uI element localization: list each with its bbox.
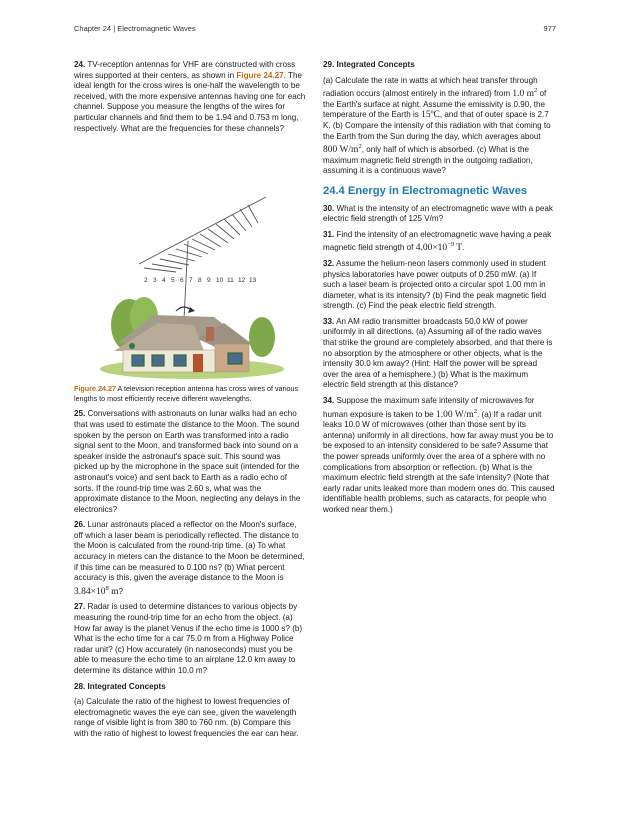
problem-29: (a) Calculate the rate in watts at which heat transfer through radiation occurs (almost entirely in the infrared) from 1.0 $m^2$ of the Earth's surface at night. Assume the emissivity is 0.90, the temperature of the Earth is 15ºC, and that of outer space is 2.7 K. (b) Compare the intensity of this radiation with that coming to the Earth from the Sun during the day, which averages about 800 $W/m^2$, only half of which is absorbed. (c) What is the maximum magnetic field strength in the outgoing radiation, assuming it is a continuous wave? — [323, 75, 551, 176]
front-door — [193, 354, 203, 372]
problem-28: (a) Calculate the ratio of the highest to lowest frequencies of electromagnetic waves the eye can see, given the wavelength range of visible light is from 380 to 760 nm. (b) Compare this with the ratio of highest to lowest frequencies the ear can hear. — [74, 697, 299, 738]
right-column — [323, 60, 555, 521]
channel-labels — [144, 277, 257, 284]
channel-label: 4 — [162, 277, 166, 285]
antenna-cross-wires — [139, 197, 266, 319]
section-heading: 24.4 Energy in Electromagnetic Waves — [323, 184, 528, 197]
problem-28-title: 28. Integrated Concepts — [74, 681, 166, 691]
problem-34: 34. Suppose the maximum safe intensity of microwaves for human exposure is taken to be 1.00 $W/m^2$. (a) If a radar unit leaks 10.0 W of microwaves (other than those sent by its antenna) uniformly in all directions, how far away must you be to be exposed to an intensity considered to be safe? Assume that the power spreads uniformly over the area of a sphere with no complications from absorption or reflection. (b) What is the maximum electric field strength at the safe intensity? (Note that early radar units leaked more than modern ones do. This caused identifiable health problems, such as cataracts, for people who worked near them.) — [323, 396, 555, 514]
problem-24: 24. TV-reception antennas for VHF are constructed with cross wires supported at their centers, as shown in Figure 24.27. The ideal length for the cross wires is one-half the wavelength to be received, with the more expensive antennas having one for each channel. Suppose you measure the lengths of the wires for particular channels and find them to be 1.94 and 0.753 m long, respectively. What are the frequencies for these channels? — [74, 60, 306, 133]
channel-label: 7 — [189, 277, 193, 285]
channel-label: 11 — [227, 277, 234, 285]
channel-label: 9 — [207, 277, 211, 285]
channel-label: 5 — [171, 277, 175, 285]
problem-26: 26. Lunar astronauts placed a reflector on the Moon's surface, off which a laser beam is periodically reflected. The distance to the Moon is calculated from the round-trip time. (a) To what accuracy in meters can the distance to the Moon be determined, if this time can be measured to 0.100 ns? (b) What percent accuracy is this, given the average distance to the Moon is $3.84\times 10^8$ m? — [74, 520, 305, 597]
figure-caption: Figure 24.27 A television reception antenna has cross wires of various lengths to most efficiently receive different wavelengths. — [74, 384, 299, 403]
wreath — [129, 343, 135, 349]
chimney — [206, 327, 214, 341]
window — [174, 355, 186, 366]
figure-24-27-link[interactable]: Figure 24.27 — [236, 70, 284, 80]
window — [152, 355, 164, 366]
problem-30: 30. What is the intensity of an electromagnetic wave with a peak electric field strength of 125 V/m? — [323, 203, 553, 224]
problem-29-title: 29. Integrated Concepts — [323, 60, 415, 69]
channel-label: 12 — [238, 277, 246, 285]
moon-distance-math: $3.84\times 10^8$ m — [74, 584, 119, 597]
left-column — [74, 60, 306, 745]
magnetic-field-math: $4.00\times 10^{-9}$ T — [415, 241, 463, 254]
temperature-math: 15ºC — [421, 110, 440, 121]
intensity-math: 800 $W/m^2$ — [323, 143, 362, 156]
window — [132, 355, 144, 366]
problem-32: 32. Assume the helium-neon lasers commonly used in student physics laboratories have power outputs of 0.250 mW. (a) If such a laser beam is projected onto a circular spot 1.00 mm in diameter, what is its intensity? (b) Find the peak magnetic field strength. (c) Find the peak electric field strength. — [323, 258, 547, 311]
safe-intensity-math: 1.00 $W/m^2$ — [435, 407, 478, 420]
channel-label: 13 — [249, 277, 257, 285]
channel-label: 6 — [180, 277, 184, 285]
page-number: 977 — [543, 24, 556, 33]
area-math: 1.0 $m^2$ — [512, 87, 538, 100]
window — [228, 353, 242, 364]
chapter-title: Chapter 24 | Electromagnetic Waves — [74, 24, 196, 33]
channel-label: 8 — [198, 277, 202, 285]
problem-31: 31. Find the intensity of an electromagnetic wave having a peak magnetic field strength of $4.00\times 10^{-9}$ T. — [323, 229, 552, 254]
problem-27: 27. Radar is used to determine distances to various objects by measuring the round-trip time for an echo from the object. (a) How far away is the planet Venus if the echo time is 1000 s? (b) What is the echo time for a car 75.0 m from a Highway Police radar unit? (c) How accurately (in nanoseconds) must you be able to measure the echo time to an airplane 12.0 km away to determine its distance within 10.0 m? — [74, 602, 303, 675]
channel-label: 3 — [153, 277, 157, 285]
antenna-illustration — [74, 139, 306, 384]
channel-label: 2 — [144, 277, 148, 285]
problem-33: 33. An AM radio transmitter broadcasts 50.0 kW of power uniformly in all directions. (a) Assuming all of the radio waves that strike the ground are completely absorbed, and that there is no absorption by the atmosphere or other objects, what is the intensity 30.0 km away? (Hint: Half the power will be spread over the area of a hemisphere.) (b) What is the maximum electric field strength at this distance? — [323, 316, 553, 390]
antenna-house-figure — [74, 139, 306, 384]
problem-25: 25. Conversations with astronauts on lunar walks had an echo that was used to estimate the distance to the Moon. The sound spoken by the person on Earth was transformed into a radio signal sent to the Moon, and transformed back into sound on a speaker inside the astronaut's space suit. This sound was picked up by the microphone in the space suit (intended for the astronaut's voice) and sent back to Earth as a radio echo of sorts. If the round-trip time was 2.60 s, what was the approximate distance to the Moon, neglecting any delays in the electronics? — [74, 409, 301, 514]
channel-label: 10 — [216, 277, 224, 285]
